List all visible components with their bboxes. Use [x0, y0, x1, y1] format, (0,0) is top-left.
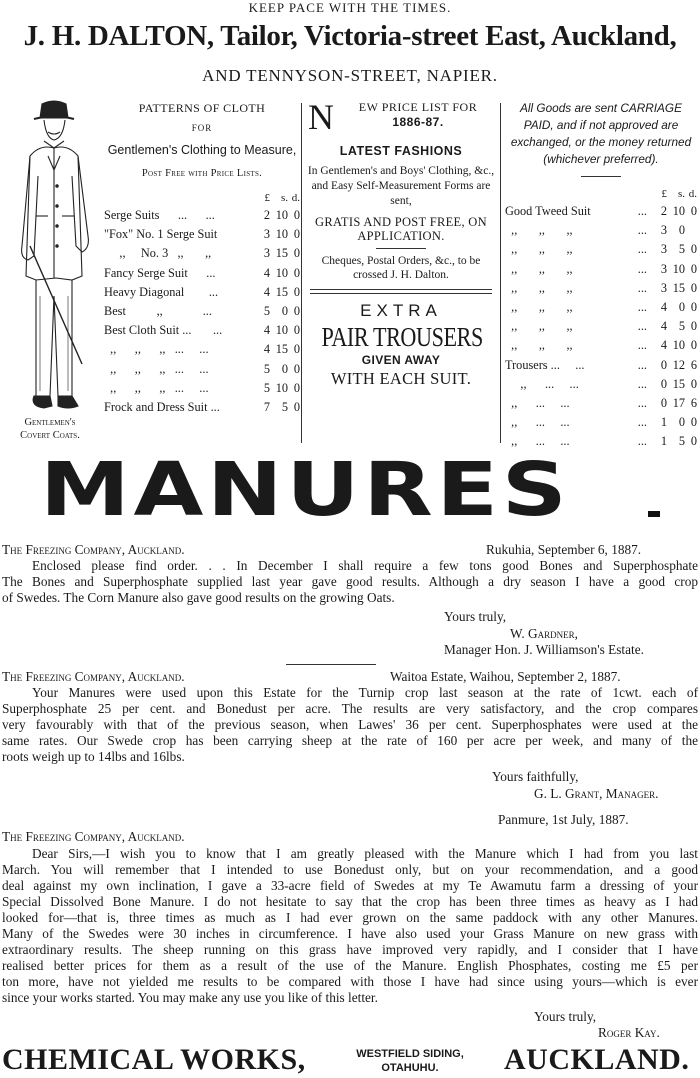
pounds: 1: [660, 434, 667, 449]
with-each-suit-label: WITH EACH SUIT.: [330, 369, 472, 388]
pence: 0: [293, 380, 300, 395]
pounds: 2: [660, 204, 667, 219]
pounds: 3: [660, 242, 667, 257]
drop-cap: N: [308, 97, 334, 137]
shilling-header: s.: [280, 192, 288, 204]
price-row: [104, 244, 300, 263]
gratis-notice: GRATIS AND POST FREE, ON APPLICATION.: [315, 215, 487, 243]
price-row: [104, 283, 300, 302]
letter-line: Superphosphate 25 per cent. and Bonedust per acre. The results are very satisfactory, and the crop compares: [2, 701, 698, 716]
pounds: 4: [263, 323, 270, 338]
pounds: 5: [263, 304, 270, 319]
shillings: 17: [672, 395, 685, 410]
pence: 0: [293, 246, 300, 261]
given-away-label: GIVEN AWAY: [361, 353, 441, 367]
pence: 0: [293, 227, 300, 242]
item-name: Trousers ... ...: [505, 357, 585, 372]
pounds: 0: [660, 395, 667, 410]
pence-header: d.: [688, 188, 697, 200]
item-name: Heavy Diagonal ...: [104, 284, 219, 299]
price-row: [505, 279, 697, 298]
price-row: [505, 375, 697, 394]
goods-column: [505, 100, 697, 451]
pence: 0: [690, 280, 697, 295]
letter1-title: Manager Hon. J. Williamson's Estate.: [444, 642, 644, 657]
item-name: ,, ,, ,, ... ...: [104, 342, 209, 357]
pence-header: d.: [291, 192, 300, 204]
price-list-title: EW PRICE LIST FOR: [358, 100, 478, 114]
patterns-for: FOR: [191, 123, 213, 133]
price-row: [505, 202, 697, 221]
letter3-signature: Roger Kay.: [598, 1025, 660, 1040]
pence: 0: [293, 361, 300, 376]
pounds: 5: [263, 380, 270, 395]
price-row: [505, 413, 697, 432]
item-dots: ...: [637, 280, 647, 295]
shillings: 15: [275, 284, 288, 299]
extra-label: EXTRA: [360, 301, 442, 320]
price-row: [505, 336, 697, 355]
item-name: ,, No. 3 ,, ,,: [104, 246, 212, 261]
currency-header: [505, 186, 697, 202]
price-row: [505, 394, 697, 413]
letter-line: extraordinary results. The sheep running on this grass have improved very rapidly, and I consider that I have: [2, 942, 698, 957]
item-name: "Fox" No. 1 Serge Suit: [104, 227, 218, 242]
pence: [685, 221, 697, 240]
shillings: 10: [672, 261, 685, 276]
divider: [581, 176, 621, 177]
shillings: 10: [275, 227, 288, 242]
divider: [376, 248, 426, 249]
shillings: 5: [281, 399, 288, 414]
shillings: 5: [678, 434, 685, 449]
price-row: [505, 356, 697, 375]
item-dots: ...: [637, 223, 647, 238]
pence: 0: [293, 342, 300, 357]
letter-line: roots weigh up to 14lbs and 16lbs.: [2, 749, 185, 764]
figure-caption-line2: Covert Coats.: [20, 430, 80, 441]
pounds: 1: [660, 415, 667, 430]
item-dots: ...: [637, 319, 647, 334]
letter-line: March. You will remember that I intended to use Bonedust only, but on your recommendation, and a good: [2, 862, 698, 877]
pair-trousers-label: PAIR TROUSERS: [321, 322, 483, 352]
letter-line: same rates. Our Swede crop has been carrying sheep at the rate of 160 per acre per week, and many of the: [2, 733, 698, 748]
pence: 0: [690, 242, 697, 257]
letter-line: The Bones and Superphosphate supplied last year gave good results. Although a dry season I have a good crop: [2, 574, 698, 589]
pence: 0: [293, 284, 300, 299]
pence: 0: [690, 376, 697, 391]
suit-price-table: [104, 190, 300, 417]
item-name: ,, ... ...: [505, 376, 579, 391]
pence: 0: [293, 265, 300, 280]
shillings: 15: [672, 280, 685, 295]
letter-line: deal against my own inclination, I gave a 33-acre field of Swedes at my Te Awamutu farm a dressing of your: [2, 878, 698, 893]
price-row: [104, 302, 300, 321]
footer-siding-line2: OTAHUHU.: [381, 1062, 439, 1074]
figure-caption-line1: Gentlemen's: [24, 417, 76, 428]
cheques-notice: Cheques, Postal Orders, &c., to be crossed J. H. Dalton.: [321, 255, 481, 281]
footer-siding: [326, 1047, 494, 1075]
letter-line: looked for—that is, three times as much as I had ever grown on the same paddock with any other Manures.: [2, 910, 698, 925]
price-row: [505, 240, 697, 259]
item-dots: ...: [637, 415, 647, 430]
pence: 0: [690, 319, 697, 334]
pence: 6: [690, 395, 697, 410]
column-divider: [301, 103, 302, 443]
pounds: 3: [263, 246, 270, 261]
pence: 0: [690, 338, 697, 353]
item-name: Serge Suits ... ...: [104, 208, 215, 223]
footer-siding-line1: WESTFIELD SIDING,: [356, 1048, 464, 1060]
price-row: [104, 225, 300, 244]
shillings: 10: [275, 208, 288, 223]
letter3-closing: Yours truly,: [534, 1009, 597, 1024]
shillings: 15: [275, 342, 288, 357]
item-name: ,, ,, ,,: [505, 319, 573, 334]
item-name: Fancy Serge Suit ...: [104, 265, 216, 280]
price-row: [505, 317, 697, 336]
pounds: 3: [660, 280, 667, 295]
item-dots: ...: [637, 300, 647, 315]
letter-line: ton more, have not yielded me results to be compared with those I have had since using yours—which is ever: [2, 974, 698, 989]
item-name: Good Tweed Suit: [505, 204, 591, 219]
shillings: 0: [281, 304, 288, 319]
letter2-body: [2, 685, 698, 765]
pence: 0: [690, 300, 697, 315]
column-divider: [500, 103, 501, 443]
pounds: 4: [660, 338, 667, 353]
item-name: ,, ... ...: [505, 434, 570, 449]
price-list-column: [304, 97, 498, 389]
item-name: ,, ... ...: [505, 415, 570, 430]
letter-line: Enclosed please find order. . . In December I shall require a few tons good Bones and Superphosphate: [32, 558, 698, 573]
pounds: 4: [660, 319, 667, 334]
latest-fashions: LATEST FASHIONS: [339, 144, 463, 158]
banner-period: [648, 511, 660, 517]
item-dots: ...: [637, 376, 647, 391]
footer-chemical-works: CHEMICAL WORKS,: [2, 1043, 306, 1076]
item-name: ,, ,, ,,: [505, 280, 573, 295]
pence: 0: [293, 208, 300, 223]
price-row: [104, 340, 300, 359]
shillings: 10: [672, 204, 685, 219]
shillings: 10: [275, 265, 288, 280]
letter2-signature: G. L. Grant, Manager.: [534, 786, 659, 801]
pounds: 2: [263, 208, 270, 223]
item-name: ,, ,, ,, ... ...: [104, 380, 209, 395]
price-row: [104, 360, 300, 379]
pence: 0: [690, 434, 697, 449]
letter-line: realised better prices for them as a result of the use of the Manure. English Phosphates, costing me £5 per: [2, 958, 698, 973]
patterns-column: [104, 101, 300, 417]
shillings: 15: [275, 246, 288, 261]
letter2-place-date: Waitoa Estate, Waihou, September 2, 1887.: [390, 669, 621, 684]
currency-header: [104, 190, 300, 206]
shillings: 12: [672, 357, 685, 372]
patterns-subheading: Gentlemen's Clothing to Measure,: [107, 143, 297, 157]
pence: 0: [690, 415, 697, 430]
item-name: ,, ,, ,, ... ...: [104, 361, 209, 376]
item-name: Best Cloth Suit ... ...: [104, 323, 223, 338]
pounds: 0: [660, 357, 667, 372]
item-name: Best ,, ...: [104, 304, 212, 319]
pence: 6: [690, 357, 697, 372]
item-name: Frock and Dress Suit ...: [104, 399, 220, 414]
item-name: ,, ,, ,,: [505, 242, 573, 257]
item-name: ,, ... ...: [505, 395, 570, 410]
pounds: 3: [660, 223, 667, 238]
letter3-place-date: Panmure, 1st July, 1887.: [498, 812, 629, 827]
figure-caption: [0, 416, 100, 442]
post-free-note: Post Free with Price Lists.: [141, 168, 263, 179]
price-row: [104, 379, 300, 398]
letter-line: very favourably with that of the previous season, when Lawes' 36 per cent. Superphosphates were used at the: [2, 717, 698, 732]
pound-header: £: [661, 188, 667, 200]
price-row: [104, 321, 300, 340]
carriage-paid-notice: All Goods are sent CARRIAGE PAID, and if not approved are exchanged, or the money returned (whichever preferred).: [510, 101, 692, 166]
pence: 0: [293, 399, 300, 414]
shillings: 5: [678, 319, 685, 334]
shillings: 5: [678, 242, 685, 257]
pounds: 4: [263, 265, 270, 280]
letter1-body: [2, 558, 698, 606]
item-name: ,, ,, ,,: [505, 338, 573, 353]
item-dots: ...: [637, 338, 647, 353]
price-row: [505, 260, 697, 279]
pounds: 4: [263, 284, 270, 299]
letter3-addressee: The Freezing Company, Auckland.: [2, 829, 185, 844]
shillings: 10: [672, 338, 685, 353]
price-row: [505, 221, 697, 240]
item-name: ,, ,, ,,: [505, 223, 573, 238]
pence: 0: [293, 304, 300, 319]
letter1-place-date: Rukuhia, September 6, 1887.: [486, 542, 642, 557]
letter3-body: [2, 846, 698, 1006]
manures-banner: MANURES: [40, 447, 571, 533]
tweed-price-table: [505, 186, 697, 451]
price-row: [104, 264, 300, 283]
price-row: [104, 398, 300, 417]
letter1-signature: W. Gardner,: [510, 626, 578, 641]
item-name: ,, ,, ,,: [505, 300, 573, 315]
shilling-header: s.: [677, 188, 685, 200]
fashions-description: In Gentlemen's and Boys' Clothing, &c., and Easy Self-Measurement Forms are sent,: [307, 165, 495, 207]
item-dots: ...: [637, 395, 647, 410]
letter-line: Many of the Swedes were 30 inches in circumference. I have also used your Grass Manure on new grass with: [2, 926, 698, 941]
price-row: [505, 298, 697, 317]
letter-line: Special Dissolved Bone Manure. I do not hesitate to say that the crop has been three times as heavy as I had: [2, 894, 698, 909]
gentleman-covert-coat-illustration: [0, 96, 100, 446]
shillings: 0: [678, 415, 685, 430]
item-name: ,, ,, ,,: [505, 261, 573, 276]
pounds: 4: [263, 342, 270, 357]
pence: 0: [690, 204, 697, 219]
item-dots: ...: [637, 204, 647, 219]
shillings: 0: [678, 223, 685, 238]
footer-auckland: AUCKLAND.: [504, 1043, 690, 1076]
advert-headline: J. H. DALTON, Tailor, Victoria-street East, Auckland,: [23, 20, 677, 52]
pounds: 0: [660, 376, 667, 391]
letter-line: Your Manures were used upon this Estate for the Turnip crop last season at the rate of 1cwt. each of: [32, 685, 698, 700]
shillings: 0: [678, 300, 685, 315]
item-dots: ...: [637, 434, 647, 449]
pound-header: £: [264, 192, 270, 204]
letter-line: since your works started. You may make any use you like of this letter.: [2, 990, 378, 1005]
patterns-heading: PATTERNS OF CLOTH: [138, 101, 266, 115]
letter-line: of Swedes. The Corn Manure also gave good results on the growing Oats.: [2, 590, 395, 605]
pence: 0: [690, 261, 697, 276]
pounds: 5: [263, 361, 270, 376]
shillings: 0: [281, 361, 288, 376]
item-dots: ...: [637, 261, 647, 276]
double-rule: [310, 289, 492, 294]
tagline: KEEP PACE WITH THE TIMES.: [248, 0, 452, 15]
advert-address: AND TENNYSON-STREET, NAPIER.: [202, 66, 498, 85]
pounds: 4: [660, 300, 667, 315]
pounds: 7: [263, 399, 270, 414]
price-list-year: 1886-87.: [392, 115, 444, 129]
item-dots: ...: [637, 242, 647, 257]
price-row: [104, 206, 300, 225]
letter1-closing: Yours truly,: [444, 609, 507, 624]
letter2-closing: Yours faithfully,: [492, 769, 579, 784]
pounds: 3: [263, 227, 270, 242]
letter1-addressee: The Freezing Company, Auckland.: [2, 542, 185, 557]
pence: 0: [293, 323, 300, 338]
shillings: 15: [672, 376, 685, 391]
shillings: 10: [275, 323, 288, 338]
letter2-addressee: The Freezing Company, Auckland.: [2, 669, 185, 684]
pounds: 3: [660, 261, 667, 276]
item-dots: ...: [637, 357, 647, 372]
letter-line: Dear Sirs,—I wish you to know that I am greatly pleased with the Manure which I had from you last: [32, 846, 698, 861]
separator-rule: [286, 664, 376, 665]
shillings: 10: [275, 380, 288, 395]
